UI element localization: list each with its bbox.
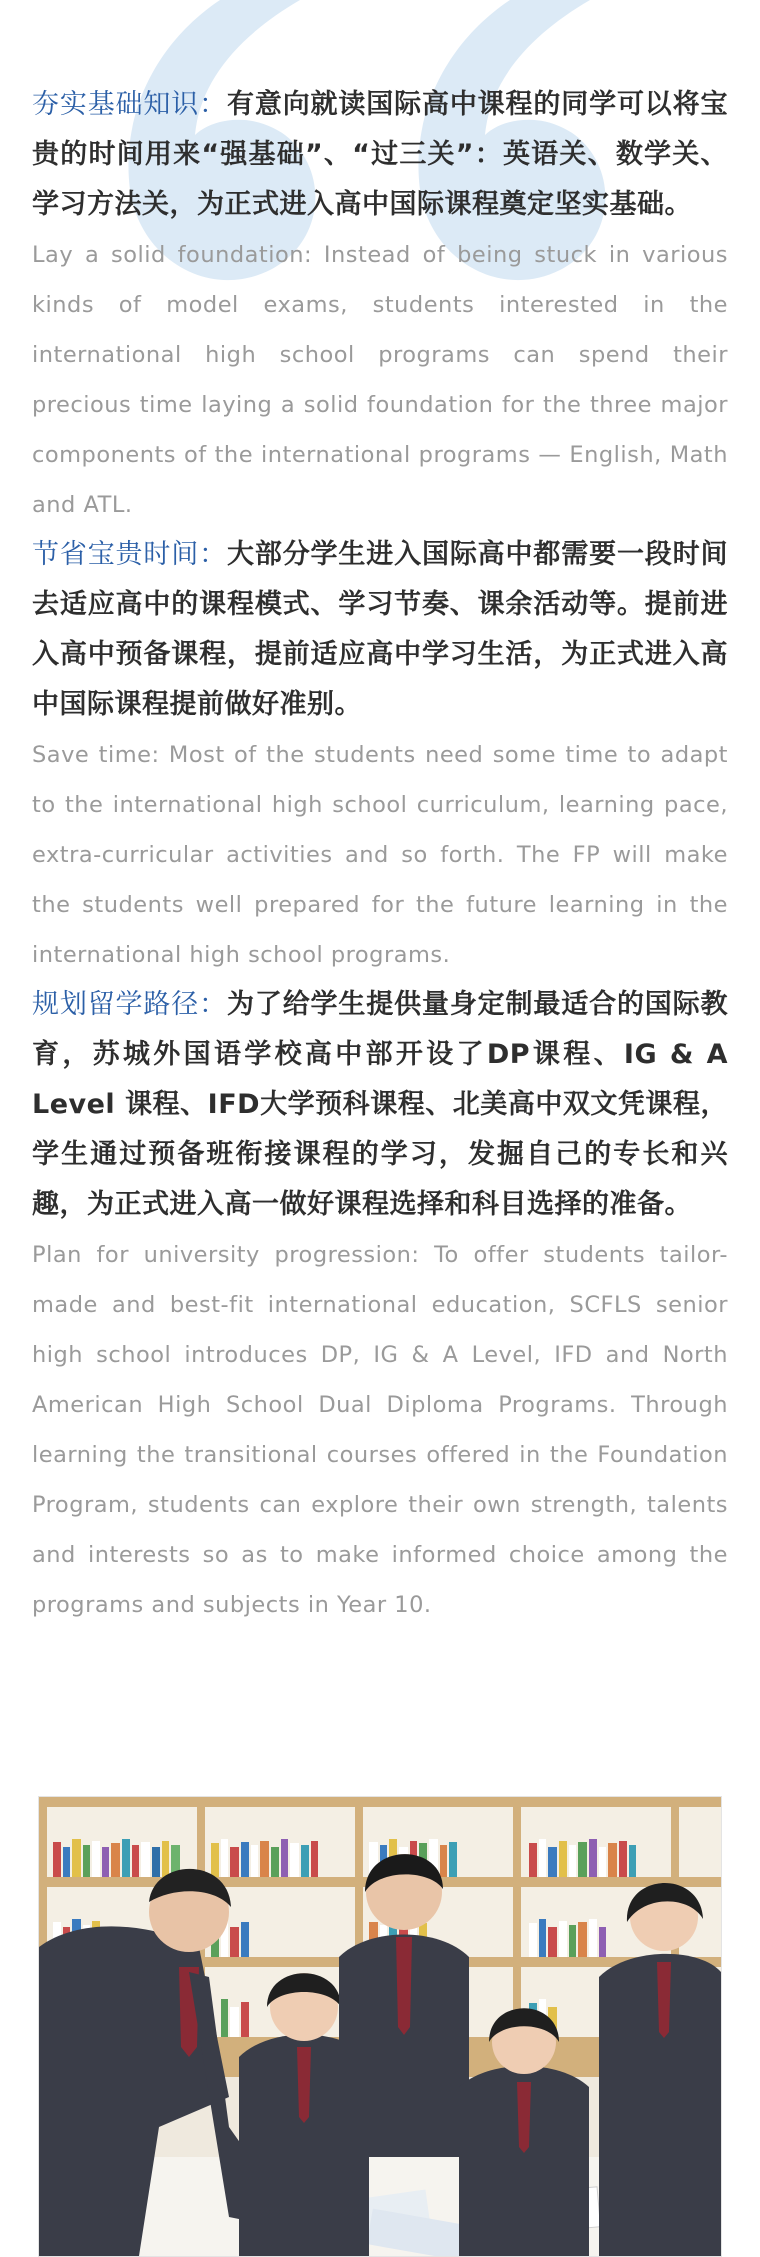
- section-chinese-paragraph: [32, 530, 728, 730]
- students-photo: [38, 1796, 722, 2257]
- section-plan-progression: [32, 980, 728, 1630]
- section-lead-title: 节省宝贵时间：: [32, 539, 227, 570]
- section-english-paragraph: Plan for university progression: To offer students tailor-made and best-fit international education, SCFLS senior high school introduces DP, IG & A Level, IFD and North American High School Dual Diploma Programs. Through learning the transitional courses offered in the Foundation Program, students can explore their own strength, talents and interests so as to make informed choice among the programs and subjects in Year 10.: [32, 1242, 728, 1618]
- section-foundation: [32, 80, 728, 530]
- section-save-time: [32, 530, 728, 980]
- section-chinese-body: 有意向就读国际高中课程的同学可以将宝贵的时间用来“强基础”、“过三关”：英语关、数学关、学习方法关，为正式进入高中国际课程奠定坚实基础。: [32, 89, 729, 220]
- section-english-paragraph: Lay a solid foundation: Instead of being stuck in various kinds of model exams, students interested in the international high school programs can spend their precious time laying a solid foundation for the three major components of the international programs — English, Math and ATL.: [32, 242, 728, 518]
- section-english-paragraph: Save time: Most of the students need some time to adapt to the international high school curriculum, learning pace, extra-curricular activities and so forth. The FP will make the students well prepared for the future learning in the international high school programs.: [32, 742, 728, 968]
- students-photo-illustration: [39, 1797, 721, 2256]
- section-chinese-body: 大部分学生进入国际高中都需要一段时间去适应高中的课程模式、学习节奏、课余活动等。提前进入高中预备课程，提前适应高中学习生活，为正式进入高中国际课程提前做好准别。: [32, 539, 729, 720]
- section-chinese-body: 为了给学生提供量身定制最适合的国际教育，苏城外国语学校高中部开设了DP课程、IG & A Level 课程、IFD大学预科课程、北美高中双文凭课程，学生通过预备班衔接课程的学习，发掘自己的专长和兴趣，为正式进入高一做好课程选择和科目选择的准备。: [32, 989, 729, 1220]
- section-lead-title: 夯实基础知识：: [32, 89, 227, 120]
- section-chinese-paragraph: [32, 980, 728, 1230]
- section-lead-title: 规划留学路径：: [32, 989, 227, 1020]
- section-chinese-paragraph: [32, 80, 728, 230]
